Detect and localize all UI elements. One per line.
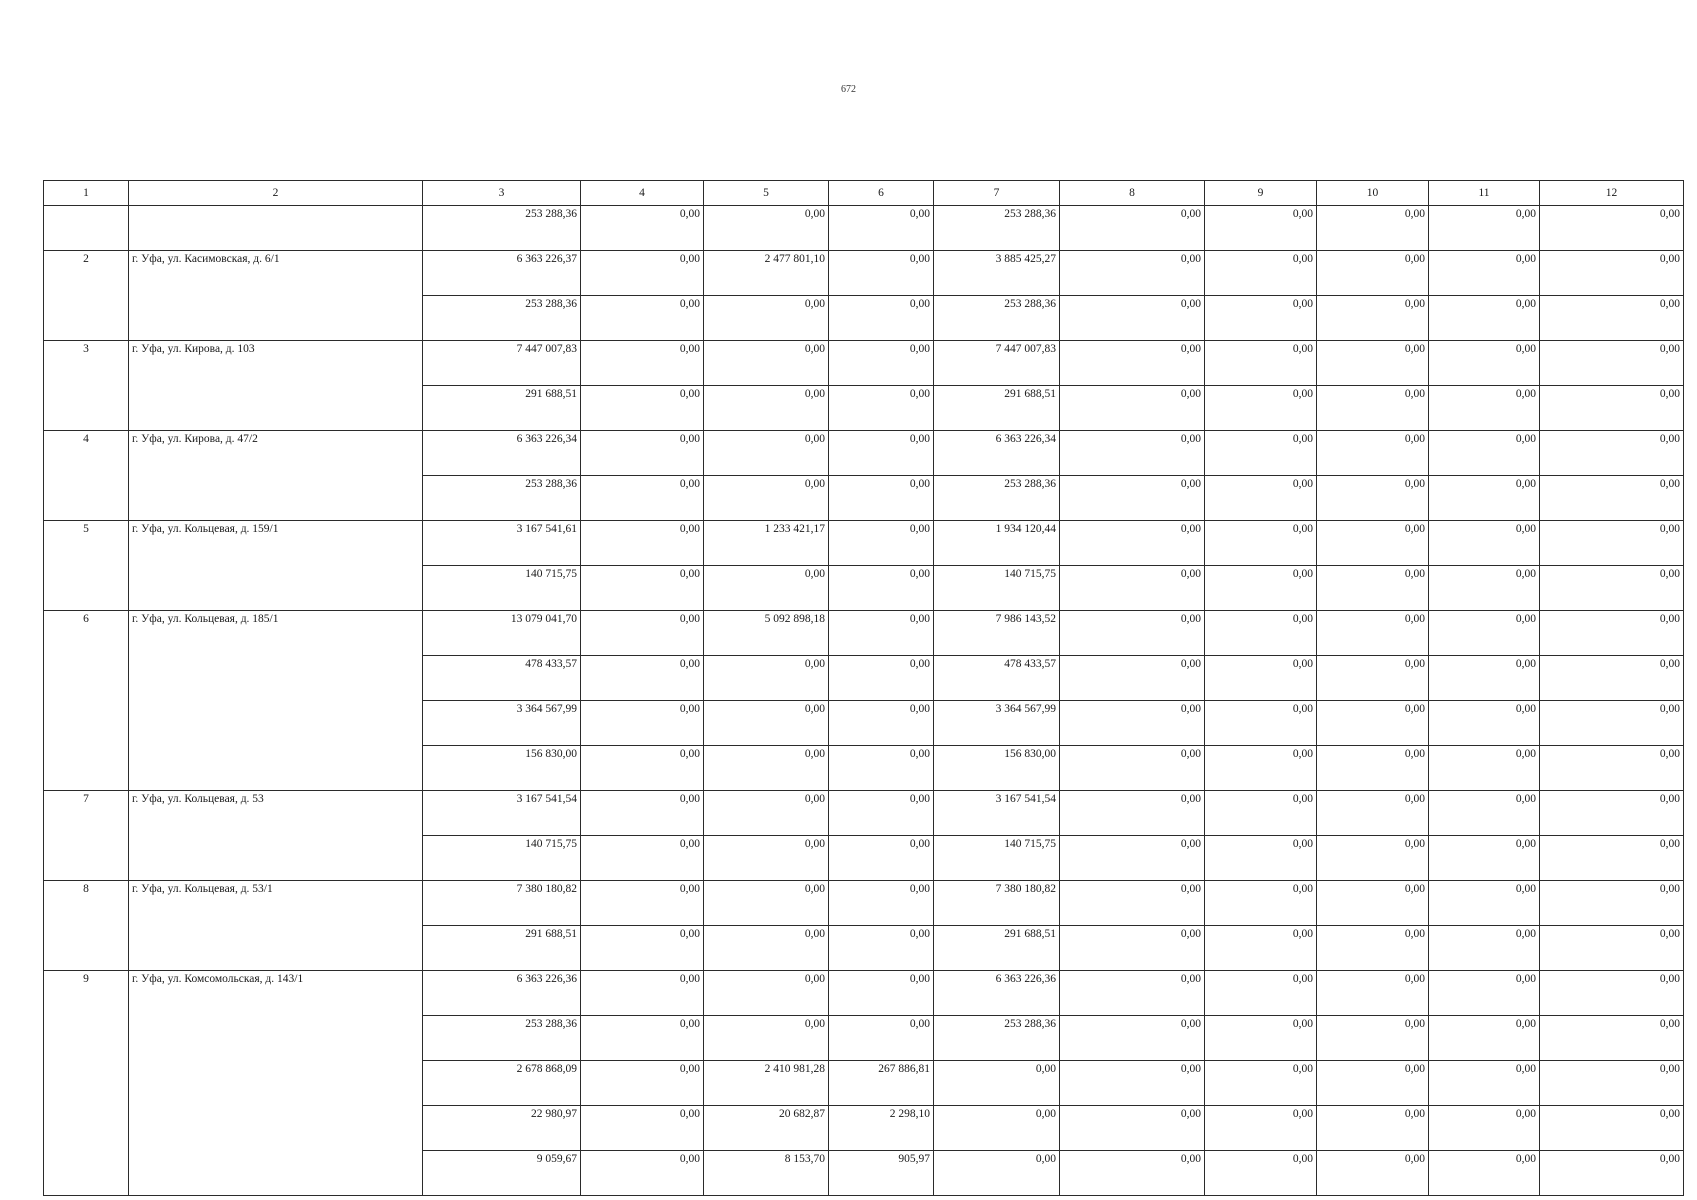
table-row [44, 521, 1684, 566]
table-row [44, 611, 1684, 656]
column-header: 5 [704, 181, 829, 206]
amount-cell: 291 688,51 [934, 926, 1060, 971]
amount-cell: 253 288,36 [423, 206, 581, 251]
column-header: 3 [423, 181, 581, 206]
amount-cell: 0,00 [1317, 206, 1429, 251]
amount-cell: 0,00 [829, 341, 934, 386]
amount-cell: 478 433,57 [423, 656, 581, 701]
amount-cell: 0,00 [829, 926, 934, 971]
amount-cell: 0,00 [1317, 836, 1429, 881]
amount-cell: 0,00 [1317, 341, 1429, 386]
amount-cell: 253 288,36 [934, 296, 1060, 341]
amount-cell: 0,00 [1060, 1106, 1205, 1151]
amount-cell: 1 233 421,17 [704, 521, 829, 566]
column-header: 10 [1317, 181, 1429, 206]
amount-cell: 0,00 [829, 656, 934, 701]
amount-cell: 0,00 [934, 1061, 1060, 1106]
column-header: 6 [829, 181, 934, 206]
amount-cell: 0,00 [1205, 341, 1317, 386]
amount-cell: 140 715,75 [423, 836, 581, 881]
amount-cell: 0,00 [1060, 1016, 1205, 1061]
amount-cell: 0,00 [1317, 476, 1429, 521]
address-cell: г. Уфа, ул. Комсомольская, д. 143/1 [129, 971, 423, 1196]
amount-cell: 478 433,57 [934, 656, 1060, 701]
amount-cell: 0,00 [1205, 836, 1317, 881]
amount-cell: 0,00 [1060, 386, 1205, 431]
row-number-cell: 4 [44, 431, 129, 521]
amount-cell: 0,00 [581, 1016, 704, 1061]
amount-cell: 3 167 541,54 [423, 791, 581, 836]
amount-cell: 6 363 226,37 [423, 251, 581, 296]
amount-cell: 0,00 [1429, 746, 1540, 791]
amount-cell: 0,00 [1205, 206, 1317, 251]
amount-cell: 0,00 [1540, 296, 1684, 341]
amount-cell: 0,00 [1060, 611, 1205, 656]
amount-cell: 0,00 [829, 206, 934, 251]
amount-cell: 0,00 [829, 566, 934, 611]
amount-cell: 0,00 [581, 1061, 704, 1106]
amount-cell: 291 688,51 [423, 926, 581, 971]
amount-cell: 0,00 [1317, 881, 1429, 926]
amount-cell: 0,00 [829, 386, 934, 431]
amount-cell: 0,00 [704, 431, 829, 476]
amount-cell: 0,00 [829, 611, 934, 656]
amount-cell: 0,00 [581, 251, 704, 296]
table-row [44, 881, 1684, 926]
table-row [44, 791, 1684, 836]
amount-cell: 0,00 [1540, 836, 1684, 881]
amount-cell: 0,00 [1317, 791, 1429, 836]
amount-cell: 0,00 [1429, 341, 1540, 386]
amount-cell: 8 153,70 [704, 1151, 829, 1196]
amount-cell: 0,00 [1540, 926, 1684, 971]
amount-cell: 0,00 [829, 476, 934, 521]
amount-cell: 0,00 [1429, 1106, 1540, 1151]
amount-cell: 0,00 [1540, 881, 1684, 926]
amount-cell: 0,00 [1205, 701, 1317, 746]
amount-cell: 0,00 [1205, 1151, 1317, 1196]
amount-cell: 0,00 [1205, 791, 1317, 836]
amount-cell: 0,00 [1540, 431, 1684, 476]
amount-cell: 0,00 [1205, 386, 1317, 431]
amount-cell: 0,00 [1317, 1016, 1429, 1061]
amount-cell: 253 288,36 [423, 476, 581, 521]
amount-cell: 0,00 [1317, 971, 1429, 1016]
amount-cell: 0,00 [1060, 836, 1205, 881]
amount-cell: 0,00 [1317, 926, 1429, 971]
amount-cell: 0,00 [1205, 1061, 1317, 1106]
amount-cell: 0,00 [1317, 251, 1429, 296]
amount-cell: 7 380 180,82 [423, 881, 581, 926]
amount-cell: 0,00 [1540, 656, 1684, 701]
amount-cell: 0,00 [1540, 746, 1684, 791]
amount-cell: 0,00 [704, 971, 829, 1016]
table-body [44, 206, 1684, 1196]
column-header: 12 [1540, 181, 1684, 206]
amount-cell: 0,00 [829, 296, 934, 341]
amount-cell: 0,00 [581, 476, 704, 521]
amount-cell: 0,00 [581, 656, 704, 701]
amount-cell: 0,00 [581, 566, 704, 611]
amount-cell: 2 410 981,28 [704, 1061, 829, 1106]
amount-cell: 0,00 [1429, 476, 1540, 521]
amount-cell: 0,00 [1317, 386, 1429, 431]
amount-cell: 20 682,87 [704, 1106, 829, 1151]
amount-cell: 5 092 898,18 [704, 611, 829, 656]
amount-cell: 7 380 180,82 [934, 881, 1060, 926]
row-number-cell: 9 [44, 971, 129, 1196]
amount-cell: 0,00 [1540, 1106, 1684, 1151]
amount-cell: 0,00 [704, 836, 829, 881]
amount-cell: 253 288,36 [423, 296, 581, 341]
amount-cell: 140 715,75 [934, 836, 1060, 881]
table-row [44, 971, 1684, 1016]
amount-cell: 0,00 [581, 926, 704, 971]
amount-cell: 0,00 [829, 251, 934, 296]
amount-cell: 9 059,67 [423, 1151, 581, 1196]
amount-cell: 0,00 [704, 296, 829, 341]
amount-cell: 0,00 [1317, 701, 1429, 746]
row-number-cell [44, 206, 129, 251]
amount-cell: 0,00 [1429, 926, 1540, 971]
column-header: 1 [44, 181, 129, 206]
column-number-row [44, 181, 1684, 206]
amount-cell: 0,00 [1317, 1151, 1429, 1196]
amount-cell: 0,00 [581, 521, 704, 566]
amount-cell: 0,00 [1060, 926, 1205, 971]
amount-cell: 2 298,10 [829, 1106, 934, 1151]
address-cell: г. Уфа, ул. Кольцевая, д. 53 [129, 791, 423, 881]
table-row [44, 251, 1684, 296]
row-number-cell: 2 [44, 251, 129, 341]
amount-cell: 0,00 [829, 971, 934, 1016]
amount-cell: 0,00 [1429, 656, 1540, 701]
amount-cell: 0,00 [581, 386, 704, 431]
amount-cell: 0,00 [581, 431, 704, 476]
amount-cell: 0,00 [1317, 611, 1429, 656]
row-number-cell: 6 [44, 611, 129, 791]
column-header: 7 [934, 181, 1060, 206]
amount-cell: 0,00 [1205, 566, 1317, 611]
amount-cell: 140 715,75 [934, 566, 1060, 611]
amount-cell: 7 447 007,83 [423, 341, 581, 386]
amount-cell: 0,00 [1540, 791, 1684, 836]
table-row [44, 341, 1684, 386]
amount-cell: 0,00 [1060, 1061, 1205, 1106]
amount-cell: 6 363 226,36 [934, 971, 1060, 1016]
amount-cell: 0,00 [1540, 521, 1684, 566]
amount-cell: 0,00 [581, 836, 704, 881]
amount-cell: 0,00 [704, 926, 829, 971]
amount-cell: 0,00 [581, 1151, 704, 1196]
amount-cell: 0,00 [704, 341, 829, 386]
amount-cell: 0,00 [1060, 566, 1205, 611]
amount-cell: 7 447 007,83 [934, 341, 1060, 386]
amount-cell: 0,00 [1205, 521, 1317, 566]
amount-cell: 0,00 [1060, 791, 1205, 836]
amount-cell: 0,00 [1060, 296, 1205, 341]
amount-cell: 0,00 [1060, 746, 1205, 791]
amount-cell: 291 688,51 [423, 386, 581, 431]
amount-cell: 0,00 [1060, 341, 1205, 386]
amount-cell: 0,00 [1317, 566, 1429, 611]
amount-cell: 13 079 041,70 [423, 611, 581, 656]
amount-cell: 0,00 [1060, 656, 1205, 701]
amount-cell: 0,00 [1205, 656, 1317, 701]
row-number-cell: 5 [44, 521, 129, 611]
amount-cell: 0,00 [1540, 611, 1684, 656]
amount-cell: 0,00 [1429, 566, 1540, 611]
amount-cell: 0,00 [1060, 431, 1205, 476]
amount-cell: 0,00 [1429, 971, 1540, 1016]
column-header: 9 [1205, 181, 1317, 206]
amount-cell: 253 288,36 [934, 476, 1060, 521]
amount-cell: 3 364 567,99 [423, 701, 581, 746]
amount-cell: 0,00 [1205, 1016, 1317, 1061]
amount-cell: 0,00 [1540, 341, 1684, 386]
amount-cell: 0,00 [829, 521, 934, 566]
address-cell: г. Уфа, ул. Кольцевая, д. 159/1 [129, 521, 423, 611]
column-header: 2 [129, 181, 423, 206]
amount-cell: 0,00 [704, 791, 829, 836]
amount-cell: 0,00 [1317, 1106, 1429, 1151]
table-row [44, 431, 1684, 476]
amount-cell: 140 715,75 [423, 566, 581, 611]
amount-cell: 0,00 [1060, 881, 1205, 926]
amount-cell: 0,00 [934, 1106, 1060, 1151]
amount-cell: 0,00 [1429, 1016, 1540, 1061]
amount-cell: 0,00 [1540, 251, 1684, 296]
amount-cell: 0,00 [1540, 476, 1684, 521]
amount-cell: 2 678 868,09 [423, 1061, 581, 1106]
amount-cell: 0,00 [1205, 611, 1317, 656]
page-number: 672 [841, 84, 856, 95]
amount-cell: 0,00 [1429, 1061, 1540, 1106]
amount-cell: 1 934 120,44 [934, 521, 1060, 566]
amount-cell: 0,00 [704, 746, 829, 791]
amount-cell: 0,00 [581, 881, 704, 926]
amount-cell: 0,00 [581, 971, 704, 1016]
row-number-cell: 3 [44, 341, 129, 431]
amount-cell: 0,00 [704, 701, 829, 746]
amount-cell: 0,00 [1205, 251, 1317, 296]
amount-cell: 0,00 [1060, 251, 1205, 296]
amount-cell: 0,00 [1060, 971, 1205, 1016]
column-header: 8 [1060, 181, 1205, 206]
amount-cell: 0,00 [581, 296, 704, 341]
address-cell: г. Уфа, ул. Кольцевая, д. 185/1 [129, 611, 423, 791]
amount-cell: 0,00 [829, 836, 934, 881]
address-cell [129, 206, 423, 251]
amount-cell: 0,00 [581, 206, 704, 251]
amount-cell: 0,00 [1540, 1016, 1684, 1061]
amount-cell: 905,97 [829, 1151, 934, 1196]
address-cell: г. Уфа, ул. Кирова, д. 47/2 [129, 431, 423, 521]
amount-cell: 0,00 [1317, 296, 1429, 341]
row-number-cell: 7 [44, 791, 129, 881]
address-cell: г. Уфа, ул. Касимовская, д. 6/1 [129, 251, 423, 341]
amount-cell: 156 830,00 [423, 746, 581, 791]
amount-cell: 2 477 801,10 [704, 251, 829, 296]
amount-cell: 0,00 [581, 611, 704, 656]
amount-cell: 0,00 [829, 701, 934, 746]
amount-cell: 291 688,51 [934, 386, 1060, 431]
row-number-cell: 8 [44, 881, 129, 971]
amount-cell: 0,00 [1540, 1151, 1684, 1196]
amount-cell: 0,00 [1429, 251, 1540, 296]
amount-cell: 0,00 [704, 206, 829, 251]
amount-cell: 0,00 [1540, 701, 1684, 746]
amount-cell: 0,00 [1205, 1106, 1317, 1151]
amount-cell: 0,00 [1205, 476, 1317, 521]
amount-cell: 0,00 [1429, 881, 1540, 926]
amount-cell: 22 980,97 [423, 1106, 581, 1151]
amount-cell: 0,00 [1060, 701, 1205, 746]
amount-cell: 0,00 [1429, 431, 1540, 476]
amount-cell: 0,00 [1317, 431, 1429, 476]
amount-cell: 0,00 [1429, 386, 1540, 431]
amount-cell: 0,00 [829, 746, 934, 791]
amount-cell: 0,00 [1317, 746, 1429, 791]
amount-cell: 0,00 [704, 476, 829, 521]
amount-cell: 0,00 [1429, 701, 1540, 746]
data-table [43, 180, 1684, 1196]
amount-cell: 0,00 [1429, 1151, 1540, 1196]
amount-cell: 0,00 [1540, 206, 1684, 251]
amount-cell: 253 288,36 [423, 1016, 581, 1061]
amount-cell: 0,00 [829, 431, 934, 476]
amount-cell: 3 167 541,61 [423, 521, 581, 566]
amount-cell: 0,00 [1429, 296, 1540, 341]
amount-cell: 0,00 [1205, 296, 1317, 341]
amount-cell: 0,00 [1317, 1061, 1429, 1106]
amount-cell: 0,00 [1540, 971, 1684, 1016]
amount-cell: 0,00 [1060, 476, 1205, 521]
table-row [44, 206, 1684, 251]
amount-cell: 7 986 143,52 [934, 611, 1060, 656]
amount-cell: 0,00 [581, 1106, 704, 1151]
amount-cell: 3 167 541,54 [934, 791, 1060, 836]
amount-cell: 0,00 [829, 1016, 934, 1061]
amount-cell: 0,00 [1205, 926, 1317, 971]
amount-cell: 0,00 [581, 746, 704, 791]
amount-cell: 3 364 567,99 [934, 701, 1060, 746]
amount-cell: 0,00 [1429, 791, 1540, 836]
amount-cell: 0,00 [1205, 881, 1317, 926]
amount-cell: 0,00 [1540, 566, 1684, 611]
amount-cell: 3 885 425,27 [934, 251, 1060, 296]
amount-cell: 0,00 [704, 386, 829, 431]
amount-cell: 6 363 226,34 [423, 431, 581, 476]
amount-cell: 156 830,00 [934, 746, 1060, 791]
amount-cell: 0,00 [1429, 521, 1540, 566]
amount-cell: 0,00 [1060, 1151, 1205, 1196]
amount-cell: 0,00 [704, 656, 829, 701]
amount-cell: 0,00 [704, 1016, 829, 1061]
amount-cell: 0,00 [1060, 521, 1205, 566]
amount-cell: 0,00 [1317, 521, 1429, 566]
amount-cell: 0,00 [829, 881, 934, 926]
amount-cell: 0,00 [581, 791, 704, 836]
amount-cell: 253 288,36 [934, 206, 1060, 251]
column-header: 11 [1429, 181, 1540, 206]
amount-cell: 6 363 226,36 [423, 971, 581, 1016]
amount-cell: 0,00 [581, 341, 704, 386]
amount-cell: 0,00 [581, 701, 704, 746]
amount-cell: 0,00 [934, 1151, 1060, 1196]
amount-cell: 0,00 [1540, 1061, 1684, 1106]
amount-cell: 0,00 [704, 881, 829, 926]
amount-cell: 0,00 [1205, 431, 1317, 476]
amount-cell: 0,00 [1429, 206, 1540, 251]
amount-cell: 0,00 [1060, 206, 1205, 251]
address-cell: г. Уфа, ул. Кольцевая, д. 53/1 [129, 881, 423, 971]
address-cell: г. Уфа, ул. Кирова, д. 103 [129, 341, 423, 431]
amount-cell: 0,00 [829, 791, 934, 836]
amount-cell: 0,00 [704, 566, 829, 611]
amount-cell: 0,00 [1429, 611, 1540, 656]
amount-cell: 0,00 [1205, 971, 1317, 1016]
amount-cell: 0,00 [1317, 656, 1429, 701]
amount-cell: 253 288,36 [934, 1016, 1060, 1061]
amount-cell: 0,00 [1540, 386, 1684, 431]
amount-cell: 267 886,81 [829, 1061, 934, 1106]
column-header: 4 [581, 181, 704, 206]
amount-cell: 0,00 [1429, 836, 1540, 881]
amount-cell: 6 363 226,34 [934, 431, 1060, 476]
amount-cell: 0,00 [1205, 746, 1317, 791]
